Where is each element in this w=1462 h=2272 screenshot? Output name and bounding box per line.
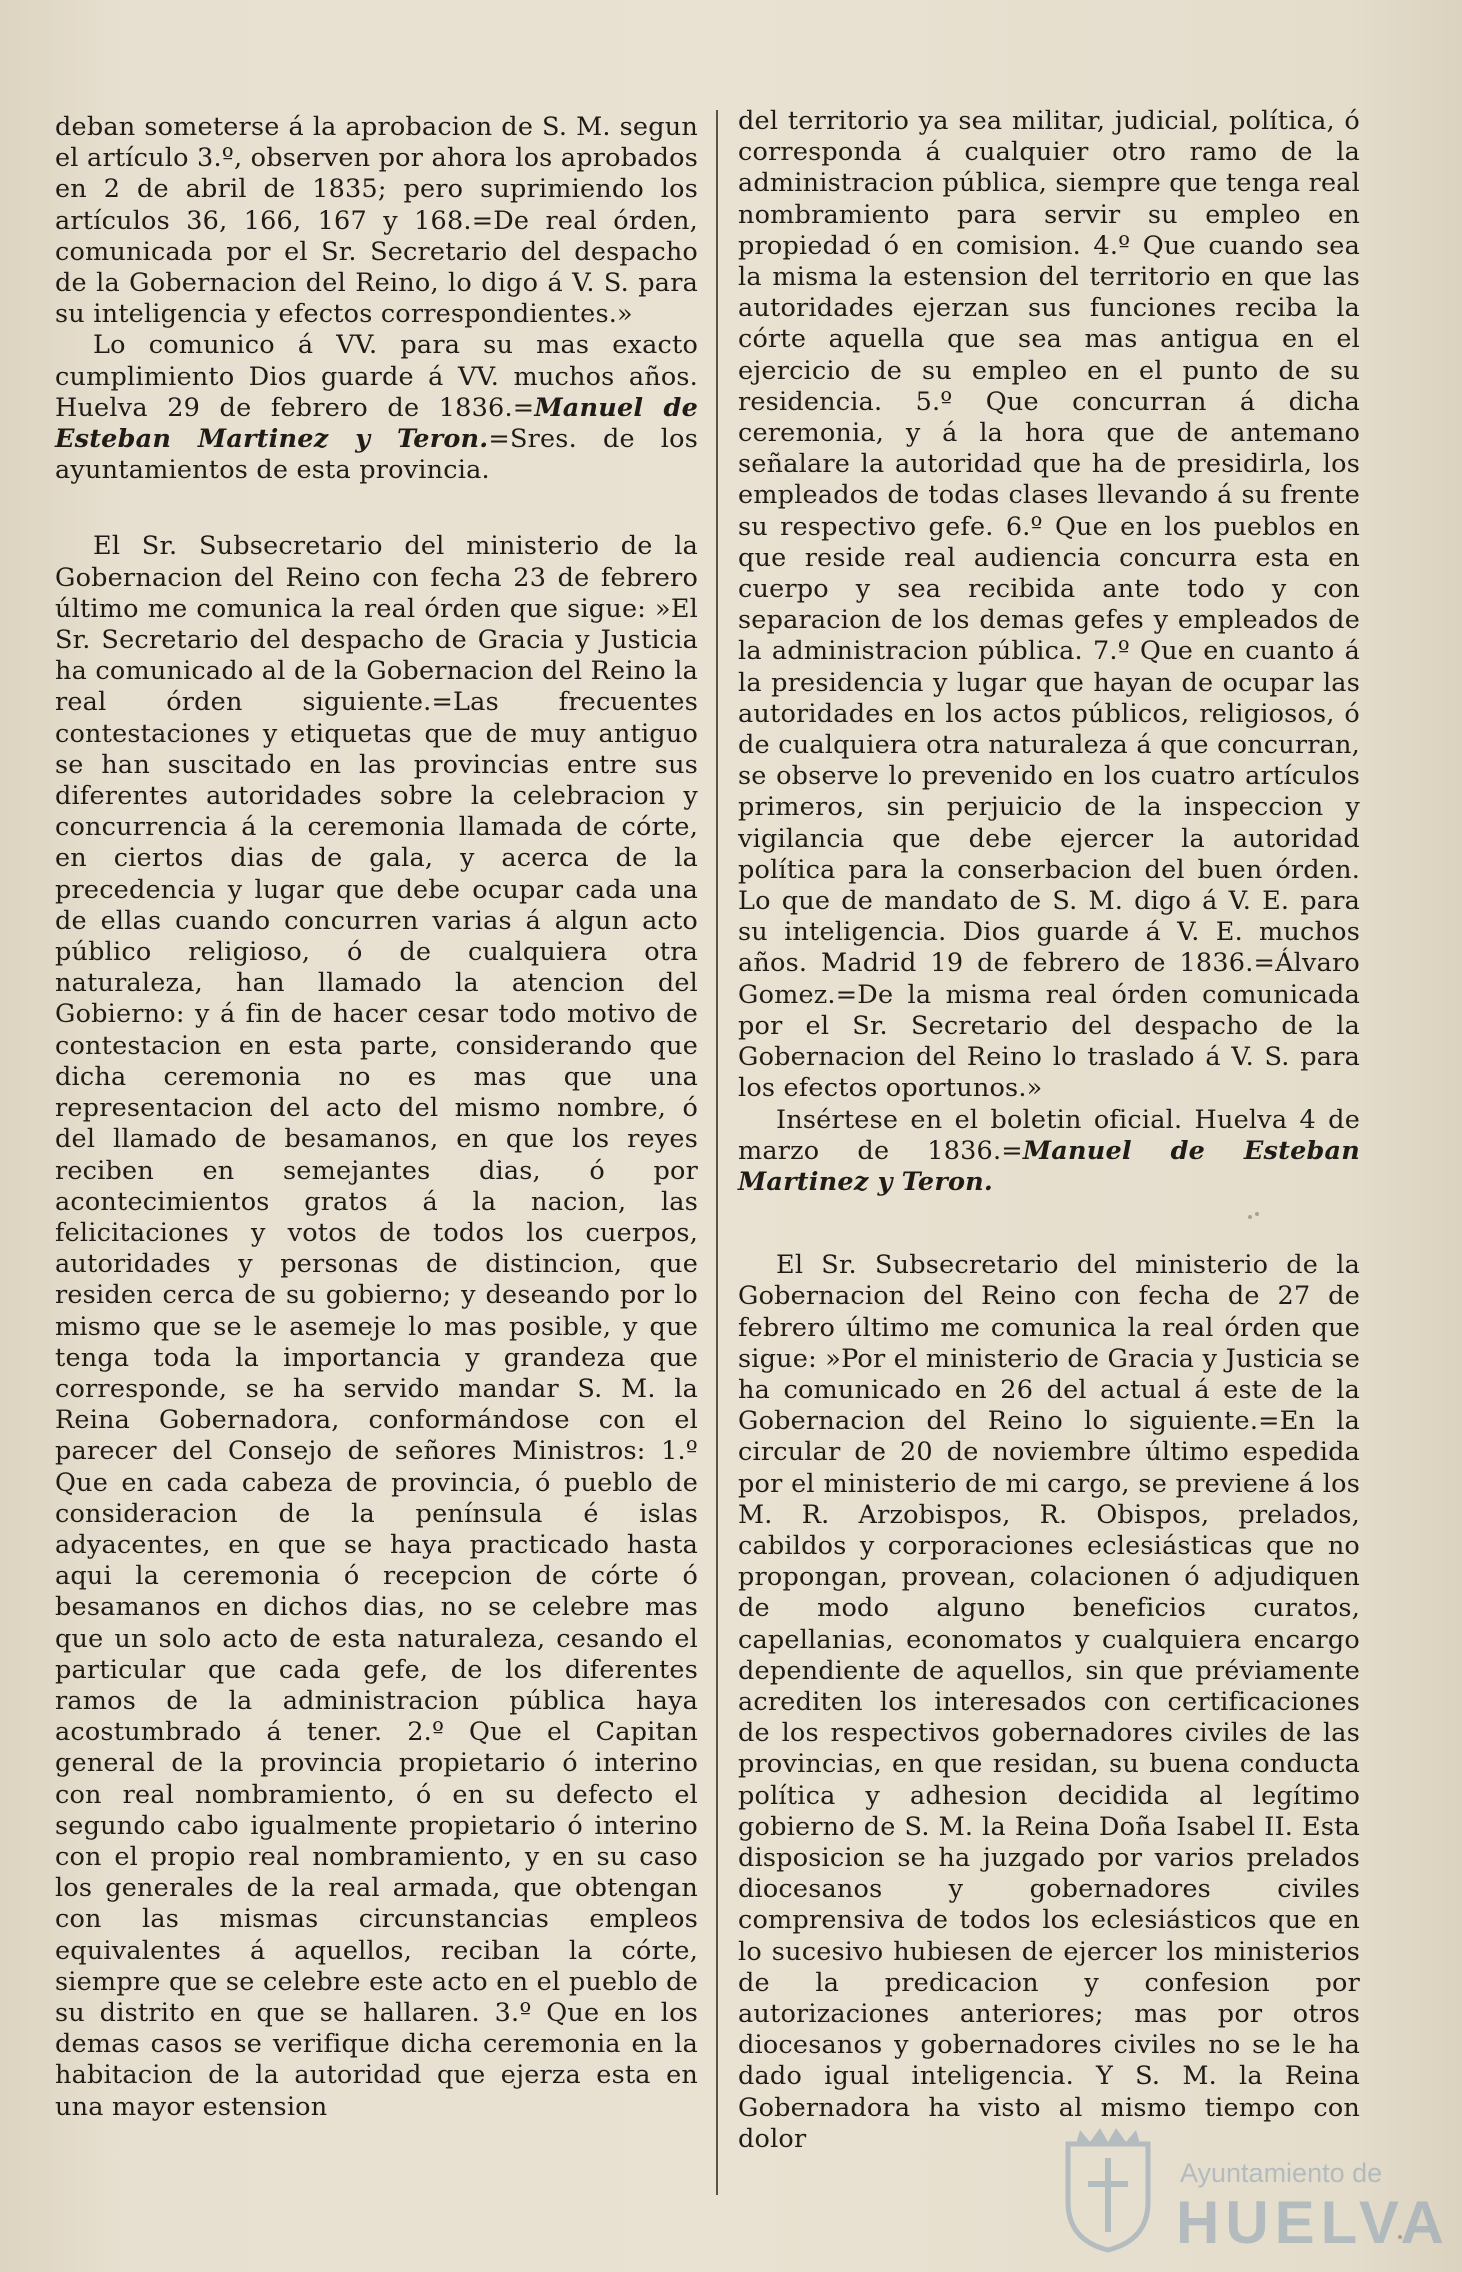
watermark-line1: Ayuntamiento de xyxy=(1180,2158,1383,2188)
paper-speck xyxy=(1255,1212,1259,1216)
insertese-paragraph xyxy=(738,1105,1360,1199)
closing-paragraph xyxy=(55,330,698,486)
closing-text: Lo comunico á VV. para su mas exacto cumplimiento Dios guarde á VV. muchos años. Huelva 29 de febrero de 1836.= xyxy=(55,330,698,423)
signature-manuel-de-esteban: Manuel de Esteban Martinez y Teron. xyxy=(55,392,698,455)
watermark-line2: HUELVA xyxy=(1176,2189,1450,2256)
column-divider xyxy=(716,110,718,2195)
continued-paragraph: deban someterse á la aprobacion de S. M. segun el artículo 3.º, observen por ahora los aprobados en 2 de abril de 1835; pero suprimiendo los artículos 36, 166, 167 y 168.=De real órden, comunicada por el Sr. Secretario del despacho de la Gobernacion del Reino, lo digo á V. S. para su inteligencia y efectos correspondientes.» xyxy=(55,112,698,330)
ayuntamiento-watermark xyxy=(1060,2120,1450,2270)
insertese-text: Insértese en el boletin oficial. Huelva 4 de marzo de 1836.= xyxy=(738,1104,1360,1166)
signature-manuel-de-esteban-2: Manuel de Esteban Martinez y Teron. xyxy=(738,1135,1360,1197)
crest-icon xyxy=(1060,2124,1156,2254)
circular-ceremonia-de-corte: El Sr. Subsecretario del ministerio de la Gobernacion del Reino con fecha 23 de febrero último me comunica la real órden que sigue: »El Sr. Secretario del despacho de Gracia y Justicia ha comunicado al de la Gobernacion del Reino la real órden siguiente.=Las frecuentes contestaciones y etiquetas que de muy antiguo se han suscitado en las provincias entre sus diferentes autoridades sobre la celebracion y concurrencia á la ceremonia llamada de córte, en ciertos dias de gala, y acerca de la precedencia y lugar que debe ocupar cada una de ellas cuando concurren varias á algun acto público religioso, ó de cualquiera otra naturaleza, han llamado la atencion del Gobierno: y á fin de hacer cesar todo motivo de contestacion en esta parte, considerando que dicha ceremonia no es mas que una representacion del acto del mismo nombre, ó del llamado de besamanos, en que los reyes reciben en semejantes dias, ó por acontecimientos gratos á la nacion, las felicitaciones y votos de todos los cuerpos, autoridades y personas de distincion, que residen cerca de su gobierno; y deseando por lo mismo que se le asemeje lo mas posible, y que tenga toda la importancia y grandeza que corresponde, se ha servido mandar S. M. la Reina Gobernadora, conformándose con el parecer del Consejo de señores Ministros: 1.º Que en cada cabeza de provincia, ó pueblo de consideracion de la península é islas adyacentes, en que se haya practicado hasta aqui la ceremonia ó recepcion de córte ó besamanos en dichos dias, no se celebre mas que un solo acto de esta naturaleza, cesando el particular que cada gefe, de los diferentes ramos de la administracion pública haya acostumbrado á tener. 2.º Que el Capitan general de la provincia propietario ó interino con real nombramiento, ó en su defecto el segundo cabo igualmente propietario ó interino con el propio real nombramiento, y en su caso los generales de la real armada, que obtengan con las mismas circunstancias empleos equivalentes á aquellos, reciban la córte, siempre que se celebre este acto en el pueblo de su distrito en que se hallaren. 3.º Que en los demas casos se verifique dicha ceremonia en la habitacion de la autoridad que ejerza esta en una mayor estension xyxy=(55,531,698,2122)
paragraph-spacer xyxy=(738,1198,1360,1250)
left-column xyxy=(55,112,698,2123)
right-column xyxy=(738,106,1360,2155)
circular-eclesiasticos: El Sr. Subsecretario del ministerio de la Gobernacion del Reino con fecha de 27 de febrero último me comunica la real órden que sigue: »Por el ministerio de Gracia y Justicia se ha comunicado en 26 del actual á este de la Gobernacion del Reino lo siguiente.=En la circular de 20 de noviembre último espedida por el ministerio de mi cargo, se previene á los M. R. Arzobispos, R. Obispos, prelados, cabildos y corporaciones eclesiásticas que no propongan, provean, colacionen ó adjudiquen de modo alguno beneficios curatos, capellanias, economatos y cualquiera encargo dependiente de aquellos, sin que préviamente acrediten los interesados con certificaciones de los respectivos gobernadores civiles de las provincias, en que residan, su buena conducta política y adhesion decidida al legítimo gobierno de S. M. la Reina Doña Isabel II. Esta disposicion se ha juzgado por varios prelados diocesanos y gobernadores civiles comprensiva de todos los eclesiásticos que en lo sucesivo hubiesen de ejercer los ministerios de la predicacion y confesion por autorizaciones anteriores; mas por otros diocesanos y gobernadores civiles no se le ha dado igual inteligencia. Y S. M. la Reina Gobernadora ha visto al mismo tiempo con dolor xyxy=(738,1250,1360,2154)
paragraph-spacer xyxy=(55,486,698,531)
paper-speck xyxy=(1248,1215,1252,1219)
addressee: =Sres. de los ayuntamientos de esta provincia. xyxy=(55,424,698,486)
circular-continuation: del territorio ya sea militar, judicial, política, ó corresponda á cualquier otro ramo de la administracion pública, siempre que tenga real nombramiento para servir su empleo en propiedad ó en comision. 4.º Que cuando sea la misma la estension del territorio en que las autoridades ejerzan sus funciones reciba la córte aquella que sea mas antigua en el ejercicio de su empleo en el punto de su residencia. 5.º Que concurran á dicha ceremonia, y á la hora que de antemano señalare la autoridad que ha de presidirla, los empleados de todas clases llevando á su frente su respectivo gefe. 6.º Que en los pueblos en que reside real audiencia concurra esta en cuerpo y sea recibida ante todo y con separacion de los demas gefes y empleados de la administracion pública. 7.º Que en cuanto á la presidencia y lugar que hayan de ocupar las autoridades en los actos públicos, religiosos, ó de cualquiera otra naturaleza á que concurran, se observe lo prevenido en los cuatro artículos primeros, sin perjuicio de la inspeccion y vigilancia que debe ejercer la autoridad política para la conserbacion del buen órden. Lo que de mandato de S. M. digo á V. E. para su inteligencia. Dios guarde á V. E. muchos años. Madrid 19 de febrero de 1836.=Álvaro Gomez.=De la misma real órden comunicada por el Sr. Secretario del despacho de la Gobernacion del Reino lo traslado á V. S. para los efectos oportunos.» xyxy=(738,106,1360,1104)
